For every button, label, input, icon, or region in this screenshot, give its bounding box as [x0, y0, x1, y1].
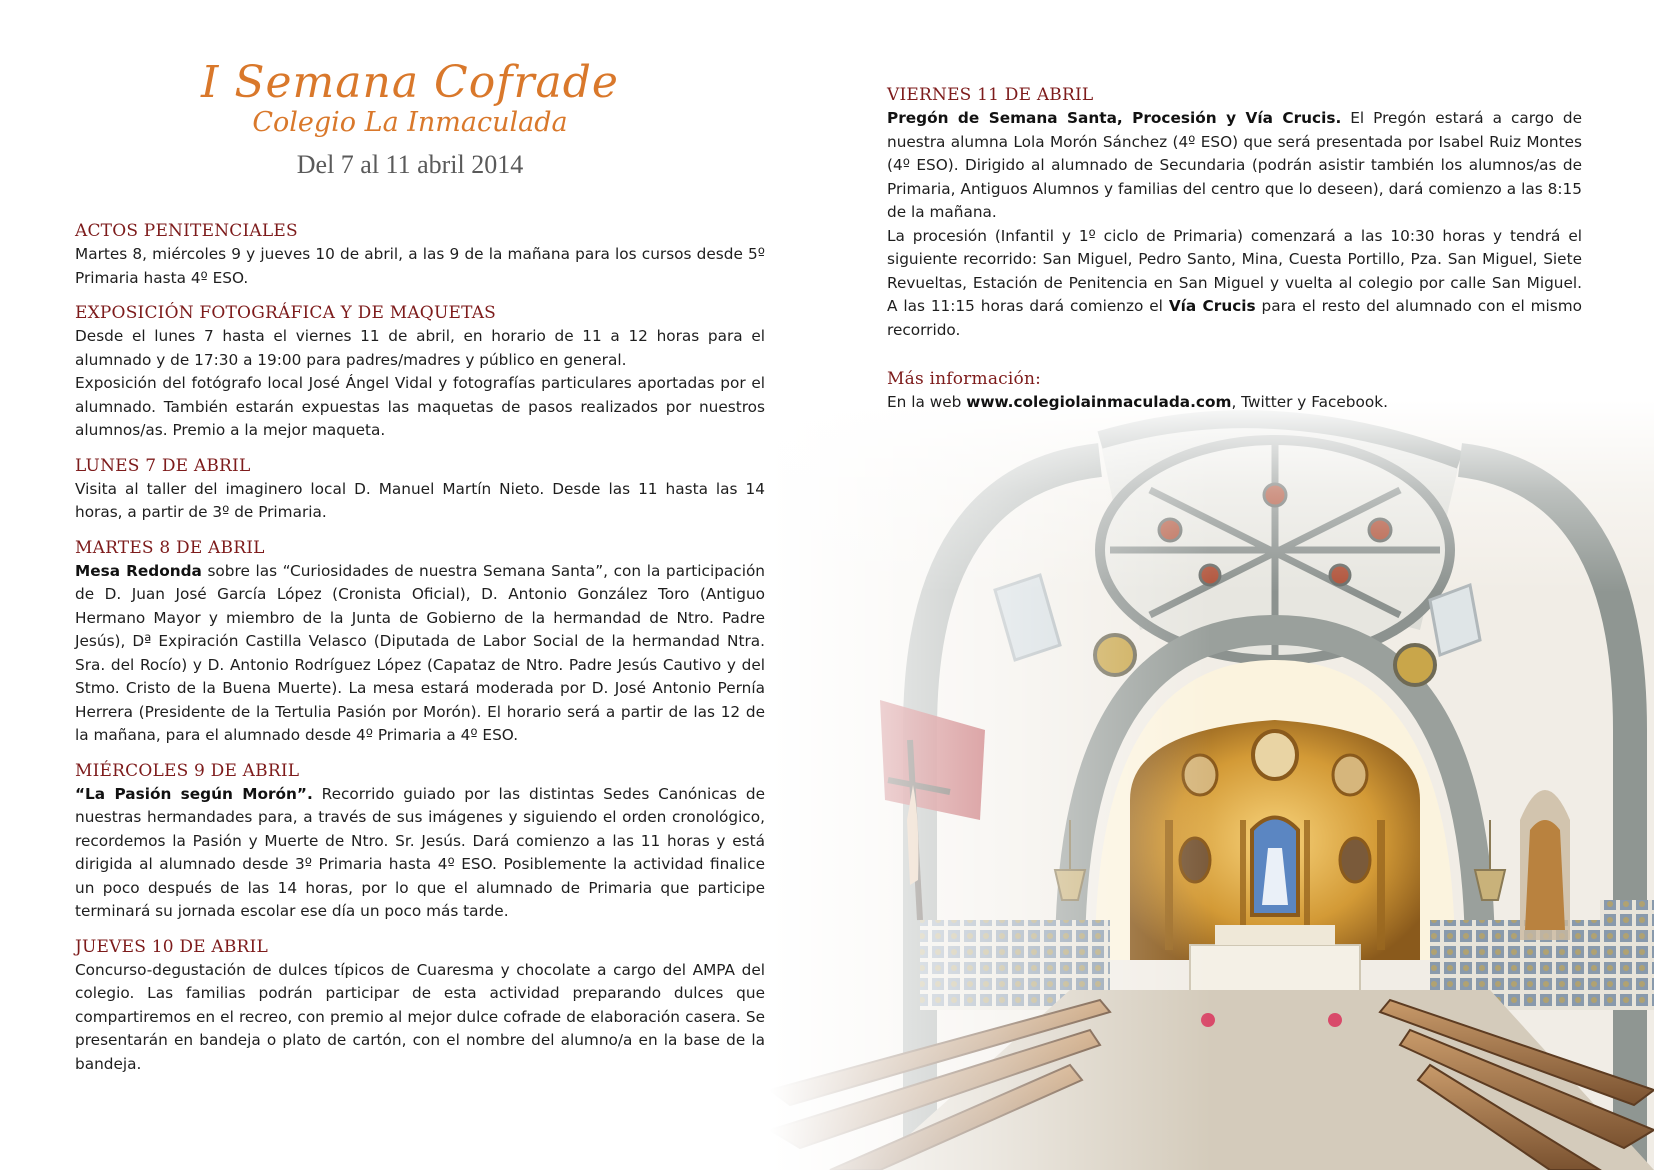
- text-rest: El Pregón estará a cargo de nuestra alumna Lola Morón Sánchez (4º ESO) que será presentada por Isabel Ruiz Montes (4º ESO). Dirigido al alumnado de Secundaria (podrán asistir también los alumnos/as de Primaria, Antiguos Alumnos y familias del centro que lo deseen), dará comienzo a las 8:15 de la mañana.: [887, 109, 1582, 221]
- text-part: En la web: [887, 393, 967, 411]
- section-heading: VIERNES 11 DE ABRIL: [887, 85, 1094, 105]
- text-part: La procesión (Infantil y 1º ciclo de Primaria) comenzará a las 10:30 horas y tendrá el siguiente recorrido: San Miguel, Pedro Santo, Mina, Cuesta Portillo, Pza. San Miguel, Siete Revueltas, Estación de Penitencia en San Miguel y vuelta al colegio por calle San Miguel. A las 11:15 horas dará comienzo el: [887, 226, 1582, 315]
- bold-lead: “La Pasión según Morón”.: [75, 784, 313, 803]
- section-heading: MARTES 8 DE ABRIL: [75, 537, 265, 558]
- section-actos-penitenciales: [75, 220, 765, 290]
- left-column: [75, 220, 765, 1088]
- section-heading: ACTOS PENITENCIALES: [75, 221, 298, 241]
- section-text: [887, 391, 1582, 415]
- section-heading: LUNES 7 DE ABRIL: [75, 455, 251, 476]
- section-heading: JUEVES 10 DE ABRIL: [75, 936, 268, 957]
- section-jueves: [75, 936, 765, 1077]
- section-text: Visita al taller del imaginero local D. Manuel Martín Nieto. Desde las 11 hasta las 14 horas, a partir de 3º de Primaria.: [75, 479, 765, 521]
- section-text: [75, 560, 765, 748]
- bold-inline: Vía Crucis: [1168, 297, 1256, 315]
- section-martes: [75, 537, 765, 748]
- website-link[interactable]: www.colegiolainmaculada.com: [966, 393, 1232, 411]
- text-rest: sobre las “Curiosidades de nuestra Semana Santa”, con la participación de D. Juan José García López (Cronista Oficial), D. Antonio González Toro (Antiguo Hermano Mayor y miembro de la Junta de Gobierno de la hermandad de Ntro. Padre Jesús), Dª Expiración Castilla Velasco (Diputada de Labor Social de la hermandad Ntra. Sra. del Rocío) y D. Antonio Rodríguez López (Capataz de Ntro. Padre Jesús Cautivo y del Stmo. Cristo de la Buena Muerte). La mesa estará moderada por D. José Antonio Pernía Herrera (Presidente de la Tertulia Pasión por Morón). El horario será a partir de las 12 de la mañana, para el alumnado desde 4º Primaria a 4º ESO.: [75, 561, 765, 744]
- section-viernes: [887, 84, 1582, 342]
- section-text: [887, 225, 1582, 343]
- section-mas-informacion: [887, 368, 1582, 415]
- section-text: Desde el lunes 7 hasta el viernes 11 de abril, en horario de 11 a 12 horas para el alumnado y de 17:30 a 19:00 para padres/madres y público en general.: [75, 327, 765, 369]
- church-interior-photo: [770, 400, 1654, 1170]
- section-miercoles: [75, 760, 765, 924]
- section-heading: MIÉRCOLES 9 DE ABRIL: [75, 760, 300, 781]
- bold-lead: Mesa Redonda: [75, 561, 202, 580]
- section-heading: EXPOSICIÓN FOTOGRÁFICA Y DE MAQUETAS: [75, 303, 497, 323]
- section-text: [75, 783, 765, 924]
- main-title: I Semana Cofrade: [201, 57, 619, 108]
- section-heading: Más información:: [887, 369, 1042, 389]
- bold-lead: Pregón de Semana Santa, Procesión y Vía Crucis.: [887, 109, 1342, 127]
- text-part: , Twitter y Facebook.: [1231, 393, 1388, 411]
- header: [70, 58, 750, 182]
- text-part: para el resto del alumnado con el mismo recorrido.: [887, 297, 1583, 339]
- right-column: [887, 84, 1582, 427]
- section-text: [887, 107, 1582, 225]
- section-lunes: [75, 455, 765, 525]
- school-name: Colegio La Inmaculada: [252, 107, 568, 138]
- section-exposicion: [75, 302, 765, 443]
- event-dates: Del 7 al 11 abril 2014: [296, 150, 524, 179]
- text-rest: Recorrido guiado por las distintas Sedes Canónicas de nuestras hermandades para, a través de sus imágenes y siguiendo el orden cronológico, recordemos la Pasión y Muerte de Ntro. Sr. Jesús. Dará comienzo a las 11 horas y está dirigida al alumnado desde 3º Primaria hasta 4º ESO. Posiblemente la actividad finalice un poco después de las 14 horas, por lo que el alumnado de Primaria que participe terminará su jornada escolar ese día un poco más tarde.: [75, 784, 765, 920]
- section-text: Martes 8, miércoles 9 y jueves 10 de abril, a las 9 de la mañana para los cursos desde 5º Primaria hasta 4º ESO.: [75, 245, 765, 287]
- section-text: Concurso-degustación de dulces típicos de Cuaresma y chocolate a cargo del AMPA del colegio. Las familias podrán participar de esta actividad preparando dulces que compartiremos en el recreo, con premio al mejor dulce cofrade de elaboración casera. Se presentarán en bandeja o plato de cartón, con el nombre del alumno/a en la base de la bandeja.: [75, 960, 765, 1073]
- section-text: Exposición del fotógrafo local José Ángel Vidal y fotografías particulares aportadas por el alumnado. También estarán expuestas las maquetas de pasos realizados por nuestros alumnos/as. Premio a la mejor maqueta.: [75, 374, 765, 439]
